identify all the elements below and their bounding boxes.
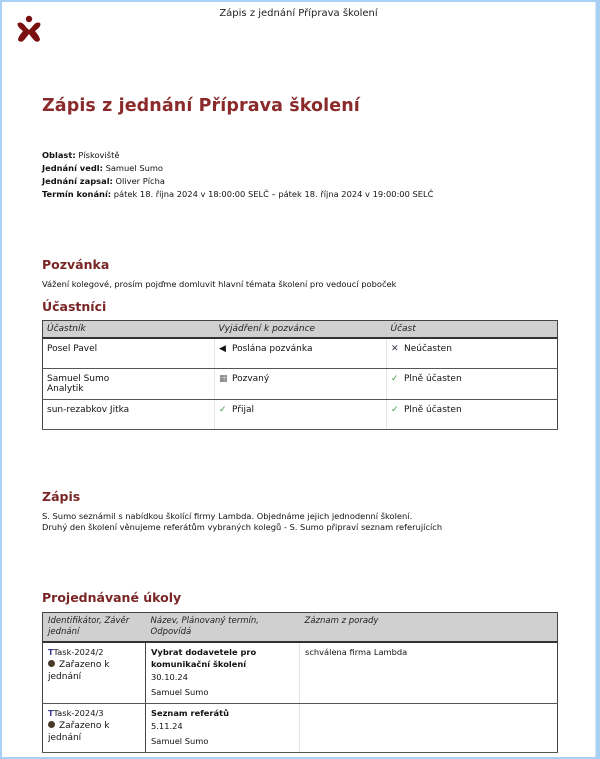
participant-name: sun-rezabkov Jitka [43, 399, 215, 429]
table-row [43, 338, 558, 368]
attendance-status: ✓ Plně účasten [387, 368, 558, 399]
column-header: Účastník [43, 321, 215, 339]
tasks-table [42, 612, 558, 753]
calendar-icon: ▦ [219, 373, 228, 384]
section-heading-participants: Účastníci [42, 299, 107, 314]
participant-name: Posel Pavel [43, 338, 215, 368]
cross-icon: ✕ [391, 344, 399, 354]
invitation-response: ✓ Přijal [215, 399, 387, 429]
invitation-response: ▦ Pozvaný [215, 368, 387, 399]
meta-recorder: Jednání zapsal: Oliver Pícha [42, 176, 165, 186]
column-header: Účast [387, 321, 558, 339]
table-row [43, 704, 558, 753]
meta-date: Termín konání: pátek 18. října 2024 v 18:00:00 SELČ – pátek 18. října 2024 v 19:00:00 SELČ [42, 189, 434, 199]
task-note: schválena firma Lambda [300, 642, 558, 704]
task-name: Vybrat dodavetele pro komunikační školení [151, 647, 257, 669]
task-owner: Samuel Sumo [151, 687, 209, 697]
task-name: Seznam referátů [151, 708, 229, 718]
task-link[interactable]: Task-2024/3 [53, 708, 104, 718]
section-heading-invitation: Pozvánka [42, 257, 110, 272]
table-row [43, 399, 558, 429]
table-row [43, 368, 558, 399]
column-header: Název, Plánovaný termín, Odpovídá [146, 613, 300, 643]
task-owner: Samuel Sumo [151, 736, 209, 746]
task-detail-cell [146, 704, 300, 753]
attendance-status: ✕ Neúčasten [387, 338, 558, 368]
task-link[interactable]: Task-2024/2 [53, 647, 104, 657]
table-header-row [43, 321, 558, 339]
minutes-text: S. Sumo seznámil s nabídkou školící firmy Lambda. Objednáme jejich jednodenní školení. Druhý den školení věnujeme referátům vybraných kolegů - S. Sumo připraví seznam referujících [42, 511, 443, 532]
check-icon: ✓ [219, 404, 227, 415]
task-date: 5.11.24 [151, 721, 183, 731]
participants-table [42, 320, 558, 430]
meta-chair: Jednání vedl: Samuel Sumo [42, 163, 163, 173]
attendance-status: ✓ Plně účasten [387, 399, 558, 429]
section-heading-tasks: Projednávané úkoly [42, 590, 182, 605]
section-heading-minutes: Zápis [42, 489, 81, 504]
app-logo-icon [14, 15, 44, 47]
task-icon: T [48, 709, 54, 718]
task-icon: T [48, 648, 54, 657]
table-header-row [43, 613, 558, 643]
status-icon [48, 660, 55, 667]
column-header: Vyjádření k pozvánce [215, 321, 387, 339]
check-icon: ✓ [391, 373, 399, 384]
running-header: Zápis z jednání Příprava školení [219, 8, 378, 19]
invitation-response: ◀ Poslána pozvánka [215, 338, 387, 368]
task-note [300, 704, 558, 753]
document-page [2, 2, 596, 757]
invitation-text: Vážení kolegové, prosím pojďme domluvit hlavní témata školení pro vedoucí poboček [42, 279, 397, 289]
meeting-metadata [42, 149, 433, 201]
page-title: Zápis z jednání Příprava školení [42, 96, 360, 116]
status-icon [48, 721, 55, 728]
check-icon: ✓ [391, 404, 399, 415]
task-date: 30.10.24 [151, 672, 188, 682]
column-header: Identifikátor, Závěr jednání [43, 613, 146, 643]
send-icon: ◀ [219, 344, 226, 354]
participant-name: Samuel Sumo Analytik [43, 368, 215, 399]
task-identifier-cell: TTask-2024/2 Zařazeno k jednání [43, 642, 146, 704]
meta-area: Oblast: Pískoviště [42, 150, 120, 160]
table-row [43, 642, 558, 704]
task-detail-cell [146, 642, 300, 704]
task-identifier-cell: TTask-2024/3 Zařazeno k jednání [43, 704, 146, 753]
column-header: Záznam z porady [300, 613, 558, 643]
